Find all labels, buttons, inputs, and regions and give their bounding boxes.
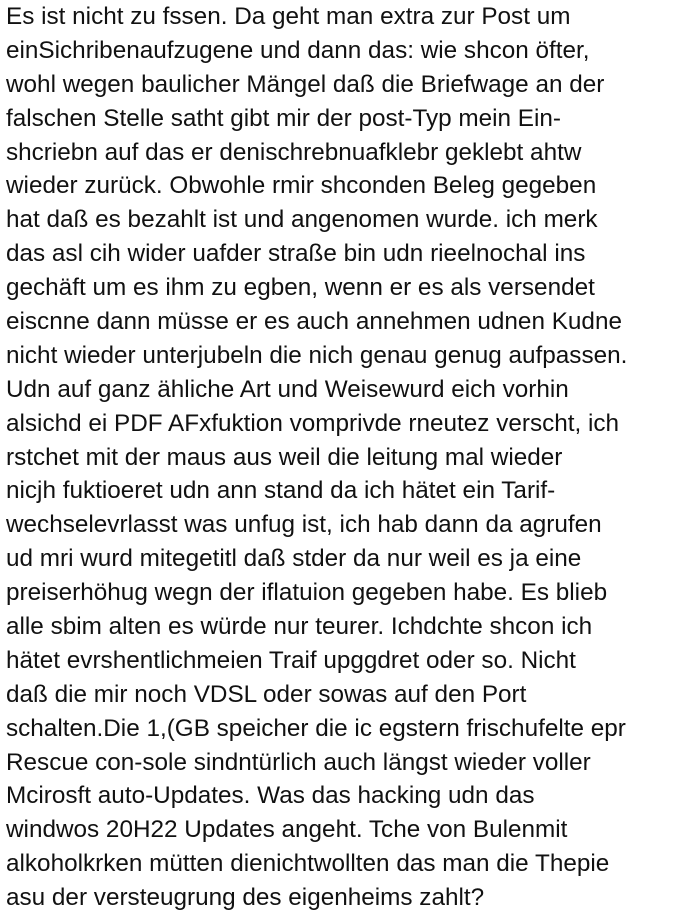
text-line-15: nicjh fuktioeret udn ann stand da ich hätet ein Tarif- xyxy=(6,477,556,505)
text-line-7: hat daß es bezahlt ist und angenomen wurde. ich merk xyxy=(6,206,598,234)
text-line-3: wohl wegen baulicher Mängel daß die Briefwage an der xyxy=(6,70,605,98)
text-line-2: einSichribenaufzugene und dann das: wie shcon öfter, xyxy=(6,36,590,64)
text-line-26: alkoholkrken mütten dienichtwollten das man die Thepie xyxy=(6,850,610,878)
text-line-1: Es ist nicht zu fssen. Da geht man extra zur Post um xyxy=(6,3,571,30)
text-line-11: nicht wieder unterjubeln die nich genau genug aufpassen. xyxy=(6,341,628,369)
text-line-20: hätet evrshentlichmeien Traif upggdret oder so. Nicht xyxy=(6,646,576,674)
text-line-17: ud mri wurd mitegetitl daß stder da nur weil es ja eine xyxy=(6,545,582,573)
text-line-9: gechäft um es ihm zu egben, wenn er es als versendet xyxy=(6,274,595,302)
document-body xyxy=(6,0,682,915)
text-line-18: preiserhöhug wegn der iflatuion gegeben habe. Es blieb xyxy=(6,579,608,607)
text-line-6: wieder zurück. Obwohle rmir shconden Beleg gegeben xyxy=(6,172,597,200)
text-line-22: schalten.Die 1,(GB speicher die ic egstern frischufelte epr xyxy=(6,714,626,742)
text-line-5: shcriebn auf das er denischrebnuafklebr geklebt ahtw xyxy=(6,138,582,166)
text-line-10: eiscnne dann müsse er es auch annehmen udnen Kudne xyxy=(6,308,622,336)
text-line-19: alle sbim alten es würde nur teurer. Ichdchte shcon ich xyxy=(6,613,593,641)
text-line-23: Rescue con-sole sindntürlich auch längst wieder voller xyxy=(6,748,591,776)
text-line-24: Mcirosft auto-Updates. Was das hacking udn das xyxy=(6,782,535,810)
text-line-12: Udn auf ganz ähliche Art und Weisewurd eich vorhin xyxy=(6,375,569,403)
text-line-14: rstchet mit der maus aus weil die leitung mal wieder xyxy=(6,443,563,471)
text-line-25: windwos 20H22 Updates angeht. Tche von Bulenmit xyxy=(6,816,568,844)
text-line-27: asu der versteugrung des eigenheims zahlt? xyxy=(6,884,485,912)
text-line-4: falschen Stelle satht gibt mir der post-Typ mein Ein- xyxy=(6,104,562,132)
text-line-13: alsichd ei PDF AFxfuktion vomprivde rneutez verscht, ich xyxy=(6,409,620,437)
text-line-16: wechselevrlasst was unfug ist, ich hab dann da agrufen xyxy=(6,511,602,539)
text-line-21: daß die mir noch VDSL oder sowas auf den Port xyxy=(6,680,527,708)
text-line-8: das asl cih wider uafder straße bin udn rieelnochal ins xyxy=(6,240,586,268)
